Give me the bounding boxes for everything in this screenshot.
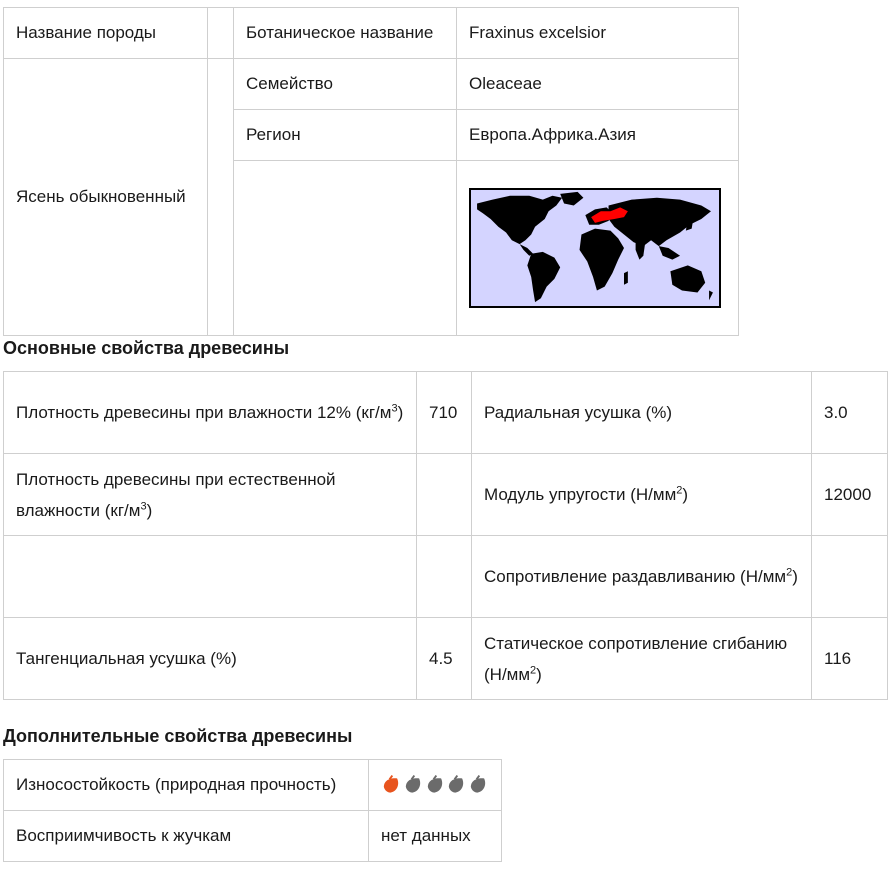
radial-shrinkage-label: Радиальная усушка (%) [472, 372, 812, 454]
leaf-icon-empty [446, 775, 467, 795]
family-label: Семейство [234, 59, 457, 110]
region-label: Регион [234, 110, 457, 161]
beetle-susceptibility-label: Восприимчивость к жучкам [4, 811, 369, 862]
tangential-shrinkage-label: Тангенциальная усушка (%) [4, 618, 417, 700]
durability-rating [369, 760, 502, 811]
empty-cell [234, 161, 457, 336]
leaf-icon-filled [381, 775, 402, 795]
density-natural-value [417, 454, 472, 536]
empty-cell [417, 536, 472, 618]
elastic-modulus-label: Модуль упругости $(Н/мм^2)$ [472, 454, 812, 536]
botanical-name-label: Ботаническое название [234, 8, 457, 59]
main-properties-table [3, 371, 888, 700]
map-cell [457, 161, 739, 336]
main-properties-heading: Основные свойства древесины [3, 338, 290, 358]
family-value: Oleaceae [457, 59, 739, 110]
species-table [3, 7, 739, 336]
bending-strength-label: Статическое сопротивление сгибанию $(Н/мм^2)$ [472, 618, 812, 700]
extra-properties-heading: Дополнительные свойства древесины [3, 726, 353, 746]
species-name-value: Ясень обыкновенный [4, 59, 208, 336]
region-value: Европа.Африка.Азия [457, 110, 739, 161]
bending-strength-value: 116 [812, 618, 888, 700]
leaf-icon-empty [468, 775, 489, 795]
crush-resistance-value [812, 536, 888, 618]
empty-cell [4, 536, 417, 618]
elastic-modulus-value: 12000 [812, 454, 888, 536]
species-name-label: Название породы [4, 8, 208, 59]
map-madagascar [624, 271, 628, 285]
leaf-icon-empty [403, 775, 424, 795]
durability-label: Износостойкость (природная прочность) [4, 760, 369, 811]
crush-resistance-label: Сопротивление раздавливанию $(Н/мм^2)$ [472, 536, 812, 618]
density12-value: 710 [417, 372, 472, 454]
density-natural-label: Плотность древесины при естественной влажности $(кг/м^3)$ [4, 454, 417, 536]
spacer-cell [208, 59, 234, 336]
tangential-shrinkage-value: 4.5 [417, 618, 472, 700]
spacer-cell [208, 8, 234, 59]
botanical-name-value: Fraxinus excelsior [457, 8, 739, 59]
durability-leaf-rating [381, 775, 489, 795]
radial-shrinkage-value: 3.0 [812, 372, 888, 454]
leaf-icon-empty [425, 775, 446, 795]
world-map-image [469, 188, 721, 308]
beetle-susceptibility-value: нет данных [369, 811, 502, 862]
extra-properties-table [3, 759, 502, 862]
density12-label: Плотность древесины при влажности 12% $(кг/м^3)$ [4, 372, 417, 454]
